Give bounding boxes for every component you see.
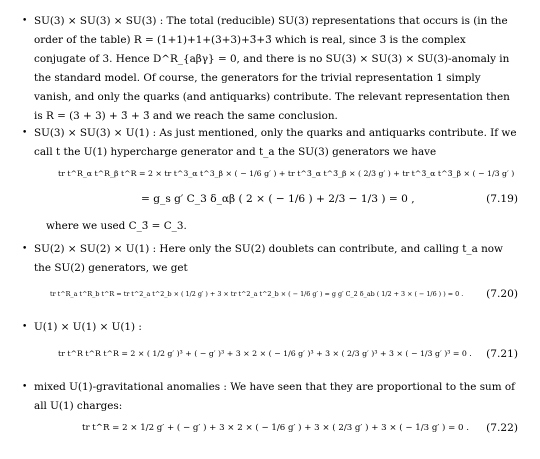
bullet-mark: • bbox=[22, 128, 28, 138]
equation-line bbox=[0, 343, 540, 365]
bullet-item-su3-su3-u1 bbox=[22, 124, 520, 162]
bullet-mark: • bbox=[22, 244, 28, 254]
bullet-mark: • bbox=[22, 382, 28, 392]
equation-number-7-19: (7.19) bbox=[486, 193, 518, 205]
equation-number-7-21: (7.21) bbox=[486, 348, 518, 360]
equation-line bbox=[0, 188, 540, 210]
equation-body: tr t^R_α t^R_β t^R = 2 × tr t^3_α t^3_β × ( − 1/6 g′ ) + tr t^3̄_α t^3̄_β × ( 2/3 g′ ) + tr t^3̄_α t^3̄_β × ( − 1/3 g′ ) bbox=[58, 169, 515, 178]
item-text: SU(3) × SU(3) × SU(3) : The total (reducible) SU(3) representations that occurs is (in the order of the table) R = (1+1)+1+(3+3)+3̄+3̄ which is real, since 3̄ is the complex conjugate of 3. Hence D^R_{aβγ} = 0, and there is no SU(3) × SU(3) × SU(3)-anomaly in the standard model. Of course, the generators for the trivial representation 1 simply vanish, and only the quarks (and antiquarks) contribute. The relevant representation then is R = (3 + 3) + 3̄ + 3̄ and we reach the same conclusion. bbox=[34, 15, 510, 122]
bullet-item-u1-u1-u1 bbox=[22, 318, 520, 337]
bullet-item-su3-su3-su3 bbox=[22, 12, 520, 126]
equation-body: = g_s g′ C_3 δ_αβ ( 2 × ( − 1/6 ) + 2/3 − 1/3 ) = 0 , bbox=[141, 193, 415, 205]
where-note: where we used C_3̄ = C_3. bbox=[46, 220, 187, 232]
equation-body: tr t^R_a t^R_b t^R = tr t^2_a t^2_b × ( 1/2 g′ ) + 3 × tr t^2_a t^2_b × ( − 1/6 g′ ) = g g′ C_2 δ_ab ( 1/2 + 3 × ( − 1/6 ) ) = 0 . bbox=[50, 290, 464, 298]
equation-line bbox=[0, 417, 540, 439]
equation-body: tr t^R t^R t^R = 2 × ( 1/2 g′ )³ + ( − g′ )³ + 3 × 2 × ( − 1/6 g′ )³ + 3 × ( 2/3 g′ )³ + 3 × ( − 1/3 g′ )³ = 0 . bbox=[58, 349, 472, 358]
equation-body: tr t^R = 2 × 1/2 g′ + ( − g′ ) + 3 × 2 × ( − 1/6 g′ ) + 3 × ( 2/3 g′ ) + 3 × ( − 1/3 g′ ) = 0 . bbox=[82, 423, 469, 433]
bullet-item-su2-su2-u1 bbox=[22, 240, 520, 278]
item-text: SU(2) × SU(2) × U(1) : Here only the SU(2) doublets can contribute, and calling t_a now the SU(2) generators, we get bbox=[34, 243, 503, 274]
bullet-mark: • bbox=[22, 16, 28, 26]
equation-line bbox=[0, 163, 540, 185]
bullet-item-mixed-u1-grav bbox=[22, 378, 520, 416]
item-text: SU(3) × SU(3) × U(1) : As just mentioned, only the quarks and antiquarks contribute. If we call t the U(1) hypercharge generator and t_a the SU(3) generators we have bbox=[34, 127, 517, 158]
equation-number-7-22: (7.22) bbox=[486, 422, 518, 434]
item-text: U(1) × U(1) × U(1) : bbox=[34, 321, 142, 333]
equation-number-7-20: (7.20) bbox=[486, 288, 518, 300]
equation-line bbox=[0, 283, 540, 305]
bullet-mark: • bbox=[22, 322, 28, 332]
item-text: mixed U(1)-gravitational anomalies : We have seen that they are proportional to the sum of all U(1) charges: bbox=[34, 381, 516, 412]
